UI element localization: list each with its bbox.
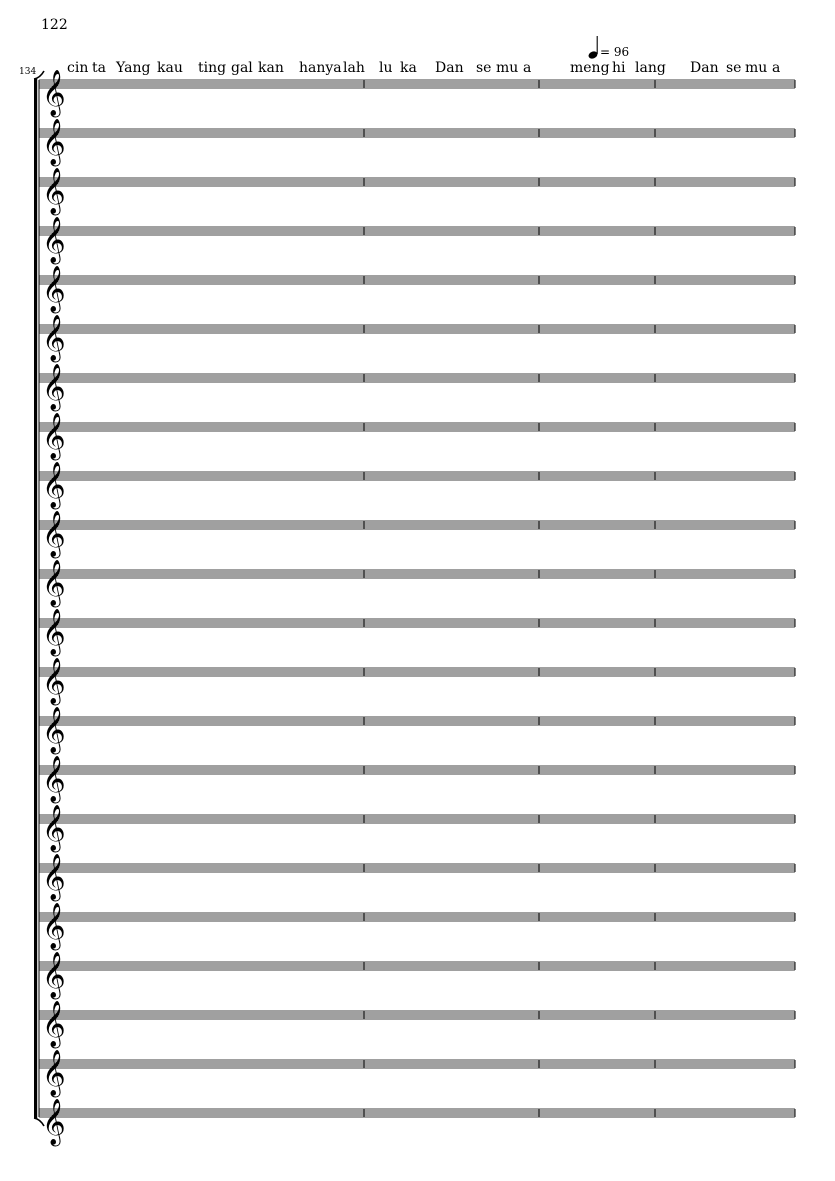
staff xyxy=(39,952,795,1000)
staff xyxy=(39,805,795,853)
lyric-syllable: ting xyxy=(198,60,227,76)
lyric-syllable: mu xyxy=(496,60,519,76)
treble-clef-icon: 𝄞 xyxy=(42,217,66,263)
staff xyxy=(39,119,795,167)
system-bracket xyxy=(34,79,37,1118)
staff xyxy=(39,168,795,216)
lyric-syllable: a xyxy=(523,60,532,76)
staff xyxy=(39,609,795,657)
treble-clef-icon: 𝄞 xyxy=(42,511,66,557)
lyric-syllable: kan xyxy=(258,60,284,76)
staff xyxy=(39,854,795,902)
lyric-syllable: se xyxy=(726,60,742,76)
measure-number: 134 xyxy=(19,67,37,77)
treble-clef-icon: 𝄞 xyxy=(42,315,66,361)
staff xyxy=(39,364,795,412)
lyric-syllable: meng xyxy=(570,60,610,76)
treble-clef-icon: 𝄞 xyxy=(42,903,66,949)
page-number: 122 xyxy=(41,17,68,33)
staff xyxy=(39,217,795,265)
staff xyxy=(39,1001,795,1049)
lyric-syllable: gal xyxy=(231,60,253,76)
staff xyxy=(39,903,795,951)
lyric-syllable: mu xyxy=(745,60,768,76)
treble-clef-icon: 𝄞 xyxy=(42,805,66,851)
treble-clef-icon: 𝄞 xyxy=(42,1099,66,1145)
treble-clef-icon: 𝄞 xyxy=(42,658,66,704)
staff xyxy=(39,315,795,363)
staff xyxy=(39,658,795,706)
treble-clef-icon: 𝄞 xyxy=(42,413,66,459)
staff xyxy=(39,462,795,510)
staff xyxy=(39,1050,795,1098)
treble-clef-icon: 𝄞 xyxy=(42,1050,66,1096)
treble-clef-icon: 𝄞 xyxy=(42,756,66,802)
treble-clef-icon: 𝄞 xyxy=(42,560,66,606)
lyric-syllable: se xyxy=(476,60,492,76)
lyric-syllable: hi xyxy=(612,60,626,76)
staff xyxy=(39,707,795,755)
treble-clef-icon: 𝄞 xyxy=(42,854,66,900)
treble-clef-icon: 𝄞 xyxy=(42,707,66,753)
treble-clef-icon: 𝄞 xyxy=(42,168,66,214)
lyric-syllable: kau xyxy=(157,60,183,76)
lyric-syllable: lu xyxy=(379,60,393,76)
lyric-syllable: ta xyxy=(92,60,106,76)
lyric-syllable: cin xyxy=(67,60,89,76)
treble-clef-icon: 𝄞 xyxy=(42,266,66,312)
staff xyxy=(39,1099,795,1147)
tempo-value: = 96 xyxy=(600,45,630,59)
lyric-syllable: hanya xyxy=(299,60,342,76)
lyric-syllable: Dan xyxy=(435,60,464,76)
staff xyxy=(39,560,795,608)
lyric-syllable: a xyxy=(772,60,781,76)
staff xyxy=(39,756,795,804)
lyric-syllable: Dan xyxy=(690,60,719,76)
lyric-syllable: lah xyxy=(343,60,365,76)
treble-clef-icon: 𝄞 xyxy=(42,1001,66,1047)
lyric-syllable: ka xyxy=(400,60,417,76)
lyric-syllable: lang xyxy=(635,60,666,76)
staff xyxy=(39,70,795,118)
staff xyxy=(39,266,795,314)
treble-clef-icon: 𝄞 xyxy=(42,119,66,165)
staff xyxy=(39,511,795,559)
treble-clef-icon: 𝄞 xyxy=(42,364,66,410)
treble-clef-icon: 𝄞 xyxy=(42,70,66,116)
treble-clef-icon: 𝄞 xyxy=(42,462,66,508)
staff xyxy=(39,413,795,461)
treble-clef-icon: 𝄞 xyxy=(42,952,66,998)
treble-clef-icon: 𝄞 xyxy=(42,609,66,655)
lyric-syllable: Yang xyxy=(116,60,151,76)
